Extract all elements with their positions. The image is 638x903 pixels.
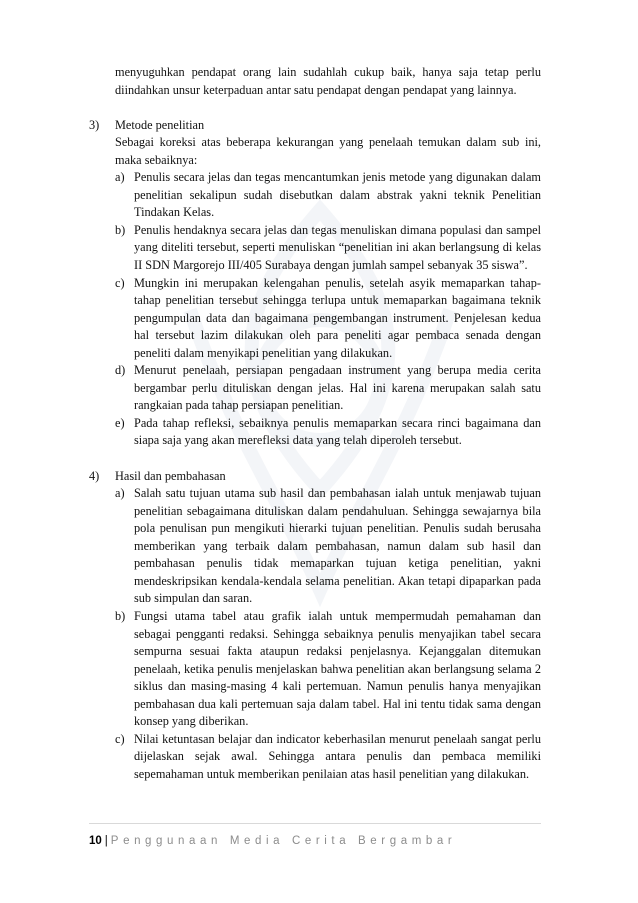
- list-item-text: Salah satu tujuan utama sub hasil dan pembahasan ialah untuk menjawab tujuan penelitian sebagaimana dituliskan dalam pendahuluan. Sehingga sewajarnya bila pola penulisan pun mengikuti hierarki tujuan penelitian. Penulis sudah berusaha memberikan yang terbaik dalam pembahasan, namun dalam sub hasil dan pembahasan penulis tidak memaparkan tujuan ketiga penelitian, yakni mendeskripsikan kendala-kendala selama penelitian. Akan tetapi dipaparkan pada sub simpulan dan saran.: [134, 486, 541, 606]
- continued-paragraph: menyuguhkan pendapat orang lain sudahlah cukup baik, hanya saja tetap perlu diindahkan unsur keterpaduan antar satu pendapat dengan pendapat yang lainnya.: [115, 65, 541, 97]
- list-item: [115, 415, 541, 450]
- list-item: [115, 169, 541, 222]
- list-letter: b): [115, 222, 126, 237]
- list-letter: d): [115, 363, 126, 378]
- running-title: Penggunaan Media Cerita Bergambar: [110, 835, 457, 847]
- list-item-text: Mungkin ini merupakan kelengahan penulis, setelah asyik memaparkan tahap-tahap penelitian tersebut sehingga terlupa untuk memaparkan bagaimana teknik pengumpulan data dan bagaimana pengembangan instrument. Penjelesan kedua hal tersebut lazim dilakukan oleh para peneliti agar pembaca senada dengan peneliti dalam menyikapi penelitian yang dilakukan.: [134, 275, 541, 360]
- list-item-text: Penulis secara jelas dan tegas mencantumkan jenis metode yang digunakan dalam penelitian sekalipun sudah disebutkan dalam abstrak yakni teknik Penelitian Tindakan Kelas.: [134, 170, 541, 220]
- list-letter: c): [115, 731, 125, 746]
- list-letter: e): [115, 415, 125, 430]
- list-item: [115, 275, 541, 363]
- list-item-text: Penulis hendaknya secara jelas dan tegas menuliskan dimana populasi dan sampel yang diteliti tersebut, seperti menuliskan “penelitian ini akan berlangsung di kelas II SDN Margorejo III/405 Surabaya dengan jumlah sampel sebanyak 35 siswa”.: [134, 222, 541, 273]
- section-number: 4): [89, 468, 100, 483]
- section-heading-3: [89, 117, 541, 135]
- list-letter: c): [115, 275, 125, 290]
- list-item-text: Pada tahap refleksi, sebaiknya penulis memaparkan secara rinci bagaimana dan siapa saja yang akan merefleksi data yang telah diperoleh tersebut.: [134, 415, 541, 448]
- footer-separator: |: [104, 835, 108, 847]
- list-item: [115, 362, 541, 415]
- section-heading-4: [89, 468, 541, 486]
- list-item: [115, 485, 541, 608]
- list-letter: a): [115, 486, 125, 501]
- list-item-text: Menurut penelaah, persiapan pengadaan instrument yang berupa media cerita bergambar perlu dituliskan dengan jelas. Hal ini karena merupakan salah satu rangkaian pada tahap persiapan penelitian.: [134, 363, 541, 413]
- list-item: [115, 222, 541, 275]
- section-number: 3): [89, 117, 100, 132]
- page-number: 10: [89, 835, 102, 847]
- list-letter: b): [115, 608, 126, 623]
- section-title: Metode penelitian: [115, 117, 205, 132]
- section-title: Hasil dan pembahasan: [115, 468, 226, 483]
- page-footer: [89, 823, 541, 851]
- section-intro: Sebagai koreksi atas beberapa kekurangan yang penelaah temukan dalam sub ini, maka sebaiknya:: [115, 135, 541, 167]
- page-content: [89, 64, 541, 783]
- list-letter: a): [115, 170, 125, 185]
- list-item: [115, 608, 541, 731]
- list-item-text: Nilai ketuntasan belajar dan indicator keberhasilan menurut penelaah sangat perlu dijelaskan sejak awal. Sehingga antara penulis dan pembaca memiliki sepemahaman untuk memberikan penilaian atas hasil penelitian yang dilakukan.: [134, 731, 541, 781]
- list-item: [115, 731, 541, 784]
- list-item-text: Fungsi utama tabel atau grafik ialah untuk mempermudah pemahaman dan sebagai pengganti redaksi. Sehingga sebaiknya penulis menyajikan tabel secara sempurna sesuai fakta ataupun redaksi penjelasnya. Kejanggalan ditemukan penelaah, ketika penulis menjelaskan bahwa penelitian akan berlangsung selama 2 siklus dan masing-masing 4 kali pertemuan. Namun penulis hanya menyajikan pembahasan dua kali pertemuan saja dalam tabel. Hal ini tentu tidak sama dengan konsep yang diberikan.: [134, 608, 541, 729]
